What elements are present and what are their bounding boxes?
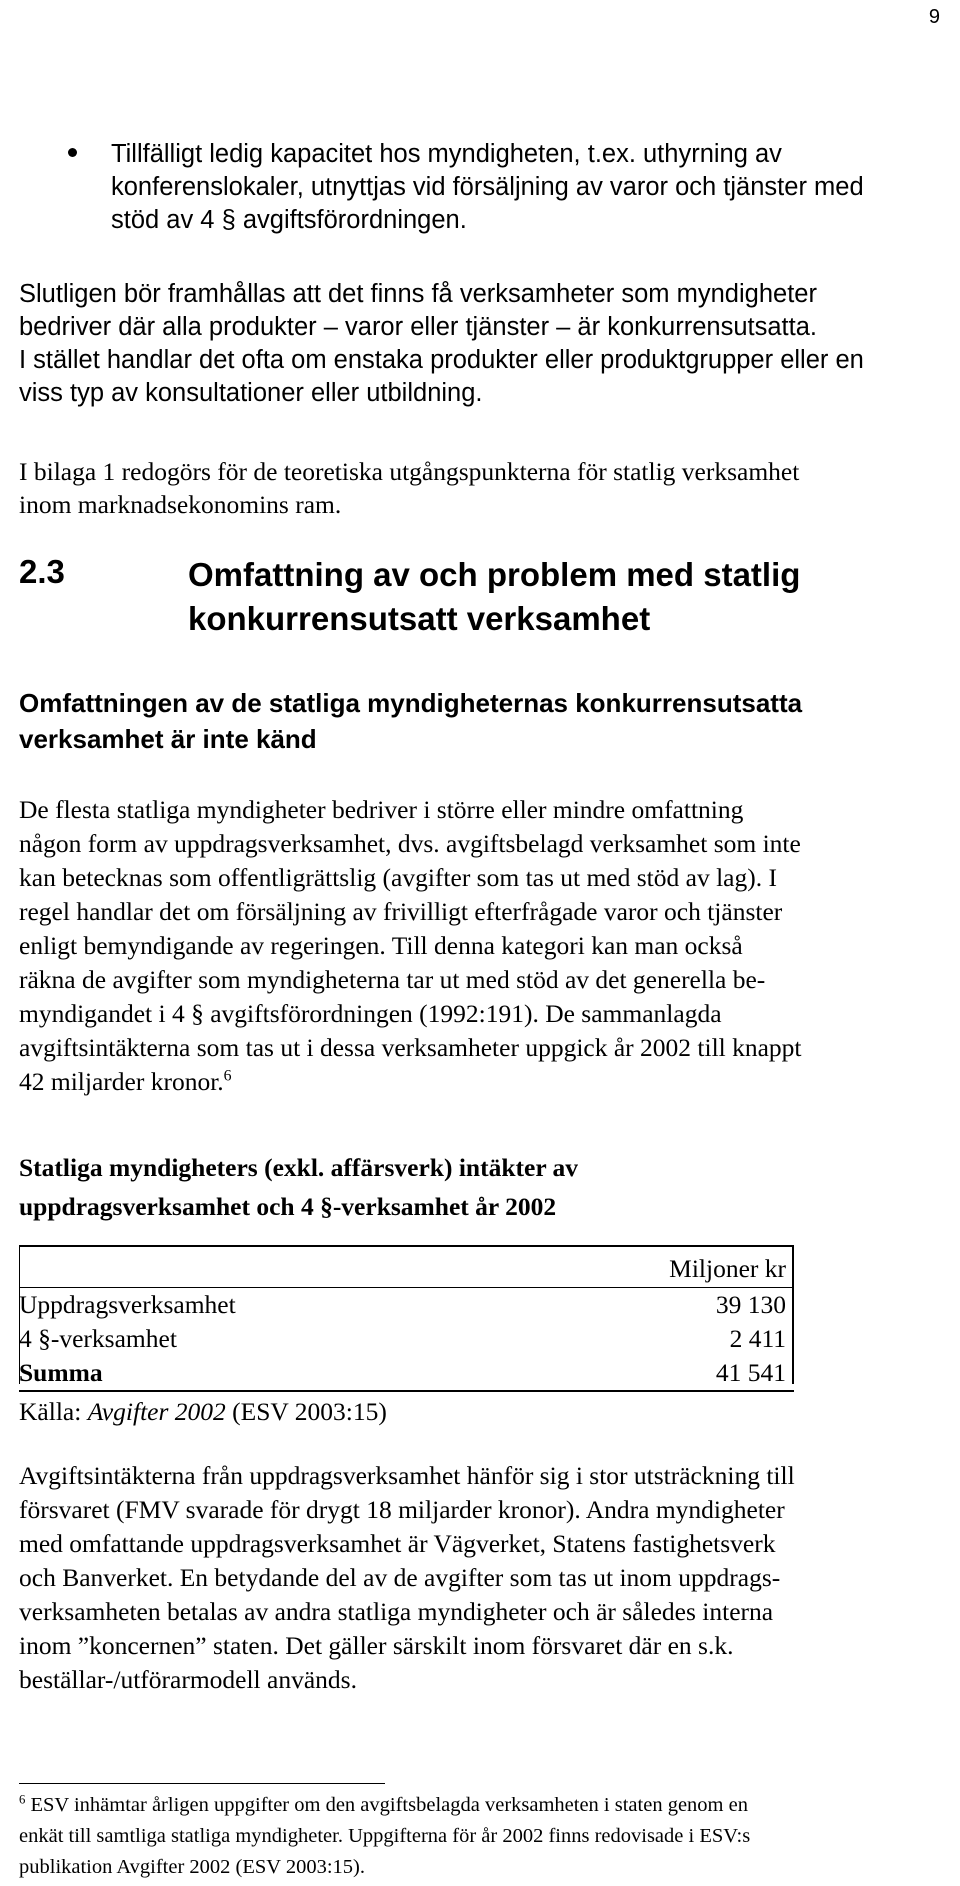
paragraph-line: avgiftsintäkterna som tas ut i dessa verksamheter uppgick år 2002 till knappt <box>19 1033 802 1062</box>
paragraph-line: I stället handlar det ofta om enstaka produkter eller produktgrupper eller en <box>19 346 864 374</box>
table-sum-row <box>19 1356 794 1392</box>
table-header-row <box>19 1247 794 1288</box>
paragraph-line: Avgiftsintäkterna från uppdragsverksamhet hänför sig i stor utsträckning till <box>19 1461 795 1490</box>
footnote-text: ESV inhämtar årligen uppgifter om den avgiftsbelagda verksamheten i staten genom en <box>30 1794 748 1816</box>
revenue-table <box>19 1247 794 1430</box>
row-label: 4 §-verksamhet <box>19 1324 177 1353</box>
section-number: 2.3 <box>19 553 65 590</box>
paragraph-line: De flesta statliga myndigheter bedriver i större eller mindre omfattning <box>19 795 744 824</box>
sum-value: 41 541 <box>715 1358 786 1387</box>
paragraph-line: Slutligen bör framhållas att det finns få verksamheter som myndigheter <box>19 280 817 308</box>
sum-label: Summa <box>19 1358 103 1387</box>
source-prefix: Källa: <box>19 1397 88 1426</box>
table-source <box>19 1392 794 1430</box>
paragraph-1 <box>19 278 939 410</box>
paragraph-line-text: 42 miljarder kronor. <box>19 1067 224 1096</box>
paragraph-line: räkna de avgifter som myndigheterna tar ut med stöd av det generella be- <box>19 965 766 994</box>
row-value: 39 130 <box>715 1290 786 1319</box>
footnote-line: enkät till samtliga statliga myndigheter. Uppgifterna för år 2002 finns redovisade i ESV:s <box>19 1825 751 1847</box>
table-row <box>19 1322 794 1356</box>
table-row <box>19 1288 794 1322</box>
source-suffix: (ESV 2003:15) <box>225 1397 387 1426</box>
paragraph-line: beställar-/utförarmodell används. <box>19 1665 357 1694</box>
bullet-line: Tillfälligt ledig kapacitet hos myndigheten, t.ex. uthyrning av <box>111 140 782 168</box>
bullet-item <box>111 138 931 237</box>
footnote-number: 6 <box>19 1792 26 1807</box>
section-title <box>188 553 928 641</box>
source-title: Avgifter 2002 <box>87 1397 226 1426</box>
table-title <box>19 1148 939 1226</box>
section-title-line: Omfattning av och problem med statlig <box>188 556 801 593</box>
paragraph-line: försvaret (FMV svarade för drygt 18 miljarder kronor). Andra myndigheter <box>19 1495 785 1524</box>
table-title-line: Statliga myndigheters (exkl. affärsverk) intäkter av <box>19 1153 579 1182</box>
subheading-line: verksamhet är inte känd <box>19 724 317 754</box>
unit-header: Miljoner kr <box>669 1254 786 1283</box>
row-label: Uppdragsverksamhet <box>19 1290 236 1319</box>
page-number: 9 <box>928 6 940 28</box>
paragraph-line: med omfattande uppdragsverksamhet är Vägverket, Statens fastighetsverk <box>19 1529 776 1558</box>
paragraph-line: myndigandet i 4 § avgiftsförordningen (1992:191). De sammanlagda <box>19 999 722 1028</box>
table-title-line: uppdragsverksamhet och 4 §-verksamhet år 2002 <box>19 1192 557 1221</box>
paragraph-line <box>19 1065 939 1099</box>
row-value: 2 411 <box>729 1324 786 1353</box>
bullet-line: konferenslokaler, utnyttjas vid försäljning av varor och tjänster med <box>111 173 864 201</box>
paragraph-line: inom marknadsekonomins ram. <box>19 490 342 519</box>
footnote <box>19 1790 939 1883</box>
footnote-separator <box>19 1783 385 1784</box>
footnote-reference[interactable]: 6 <box>223 1067 232 1085</box>
bullet-line: stöd av 4 § avgiftsförordningen. <box>111 206 467 234</box>
paragraph-line: regel handlar det om försäljning av frivilligt efterfrågade varor och tjänster <box>19 897 783 926</box>
footnote-line: publikation Avgifter 2002 (ESV 2003:15). <box>19 1856 366 1878</box>
paragraph-line: verksamheten betalas av andra statliga myndigheter och är således interna <box>19 1597 774 1626</box>
paragraph-4 <box>19 1459 939 1697</box>
paragraph-line: bedriver där alla produkter – varor eller tjänster – är konkurrensutsatta. <box>19 313 817 341</box>
paragraph-line: och Banverket. En betydande del av de avgifter som tas ut inom uppdrags- <box>19 1563 781 1592</box>
footnote-line <box>19 1790 939 1821</box>
paragraph-line: någon form av uppdragsverksamhet, dvs. avgiftsbelagd verksamhet som inte <box>19 829 801 858</box>
bullet-marker <box>68 148 77 157</box>
paragraph-3 <box>19 793 939 1099</box>
subheading-line: Omfattningen av de statliga myndigheternas konkurrensutsatta <box>19 688 803 718</box>
paragraph-line: enligt bemyndigande av regeringen. Till denna kategori kan man också <box>19 931 743 960</box>
paragraph-2 <box>19 455 939 521</box>
paragraph-line: inom ”koncernen” staten. Det gäller särskilt inom försvaret där en s.k. <box>19 1631 734 1660</box>
subheading <box>19 685 939 757</box>
section-title-line: konkurrensutsatt verksamhet <box>188 600 651 637</box>
paragraph-line: I bilaga 1 redogörs för de teoretiska utgångspunkterna för statlig verksamhet <box>19 457 800 486</box>
paragraph-line: kan betecknas som offentligrättslig (avgifter som tas ut med stöd av lag). I <box>19 863 777 892</box>
paragraph-line: viss typ av konsultationer eller utbildning. <box>19 379 483 407</box>
